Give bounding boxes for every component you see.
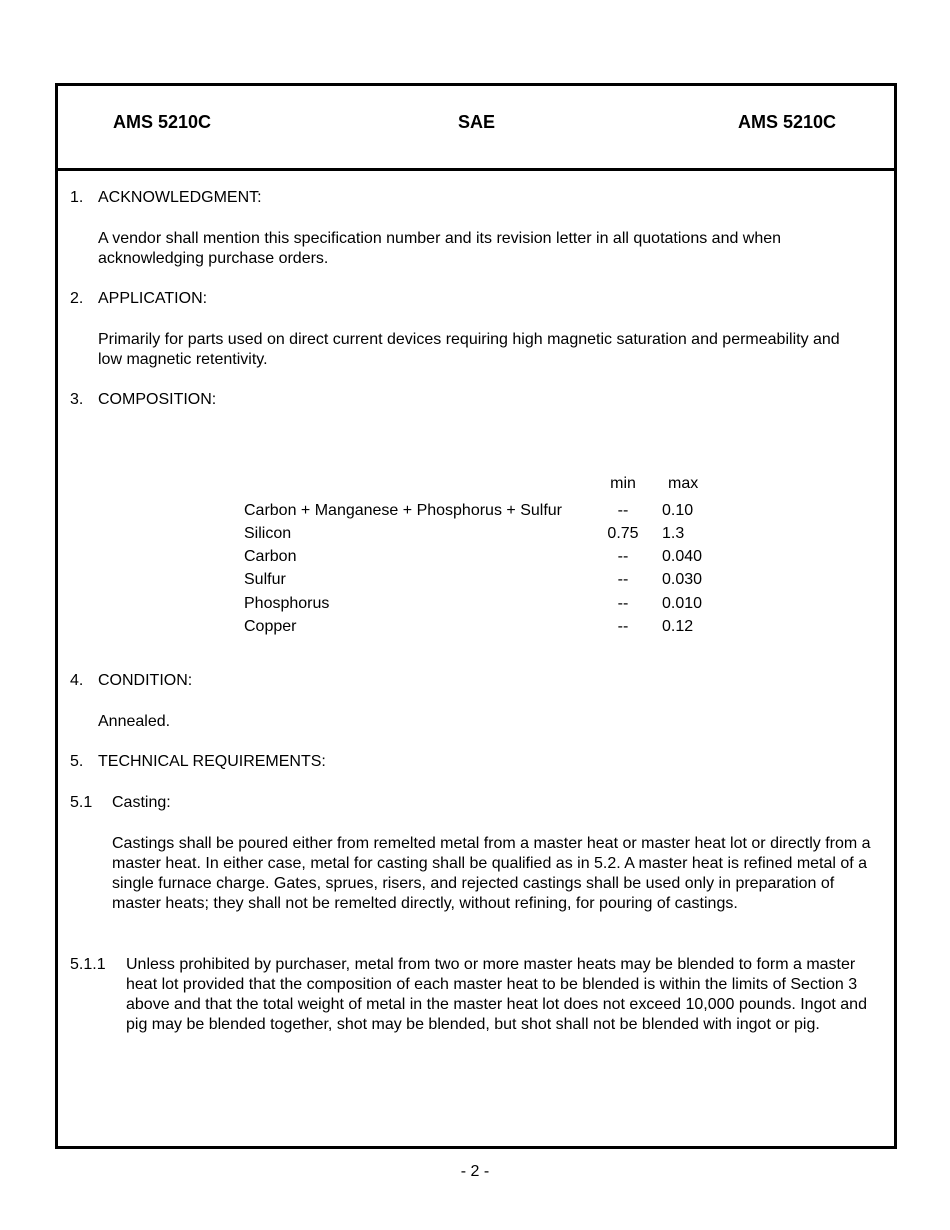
header-spec-left: AMS 5210C [113, 112, 212, 132]
section-2-number: 2. [70, 290, 84, 307]
composition-element: Carbon + Manganese + Phosphorus + Sulfur [244, 502, 562, 519]
composition-col-min: min [610, 475, 636, 492]
composition-min: -- [617, 548, 629, 565]
composition-element: Carbon [244, 548, 297, 565]
composition-col-max: max [668, 475, 699, 492]
section-3-number: 3. [70, 391, 84, 408]
composition-max: 1.3 [662, 525, 685, 542]
section-4-body: Annealed. [98, 713, 171, 730]
composition-max: 0.040 [662, 548, 703, 565]
composition-min: -- [617, 502, 629, 519]
page-header [58, 86, 894, 171]
section-4-number: 4. [70, 672, 84, 689]
composition-max: 0.12 [662, 618, 694, 635]
section-2-body: Primarily for parts used on direct current devices requiring high magnetic saturation and permeability and low magnetic retentivity. [98, 331, 840, 368]
section-5-1-title: Casting: [112, 794, 171, 811]
section-3-title: COMPOSITION: [98, 391, 217, 408]
section-5-1-1-body: Unless prohibited by purchaser, metal from two or more master heats may be blended to form a master heat lot provided that the composition of each master heat to be blended is within the limits of Section 3 above and that the total weight of metal in the master heat lot does not exceed 10,000 pounds. Ingot and pig may be blended together, shot may be blended, but shot shall not be blended with ingot or pig. [126, 956, 867, 1033]
section-5-1-1-number: 5.1.1 [70, 956, 106, 973]
composition-element: Phosphorus [244, 595, 330, 612]
section-4-title: CONDITION: [98, 672, 193, 689]
composition-max: 0.10 [662, 502, 694, 519]
header-spec-right: AMS 5210C [738, 112, 837, 132]
section-1-body: A vendor shall mention this specification number and its revision letter in all quotations and when acknowledging purchase orders. [98, 230, 782, 267]
composition-max: 0.010 [662, 595, 703, 612]
composition-element: Copper [244, 618, 297, 635]
composition-min: -- [617, 571, 629, 588]
section-2-title: APPLICATION: [98, 290, 208, 307]
section-1-title: ACKNOWLEDGMENT: [98, 189, 262, 206]
section-5-1-body: Castings shall be poured either from remelted metal from a master heat or master heat lot or directly from a master heat. In either case, metal for casting shall be qualified as in 5.2. A master heat is refined metal of a single furnace charge. Gates, sprues, risers, and rejected castings shall be used only in preparation of master heats; they shall not be remelted directly, without refining, for pouring of castings. [112, 835, 871, 912]
composition-element: Sulfur [244, 571, 286, 588]
section-1-number: 1. [70, 189, 84, 206]
composition-min: -- [617, 618, 629, 635]
section-5-number: 5. [70, 753, 84, 770]
composition-min: 0.75 [607, 525, 639, 542]
section-5-title: TECHNICAL REQUIREMENTS: [98, 753, 326, 770]
page-number: - 2 - [460, 1163, 490, 1180]
composition-min: -- [617, 595, 629, 612]
section-5-1-number: 5.1 [70, 794, 93, 811]
composition-element: Silicon [244, 525, 292, 542]
composition-max: 0.030 [662, 571, 703, 588]
header-org: SAE [458, 112, 496, 132]
